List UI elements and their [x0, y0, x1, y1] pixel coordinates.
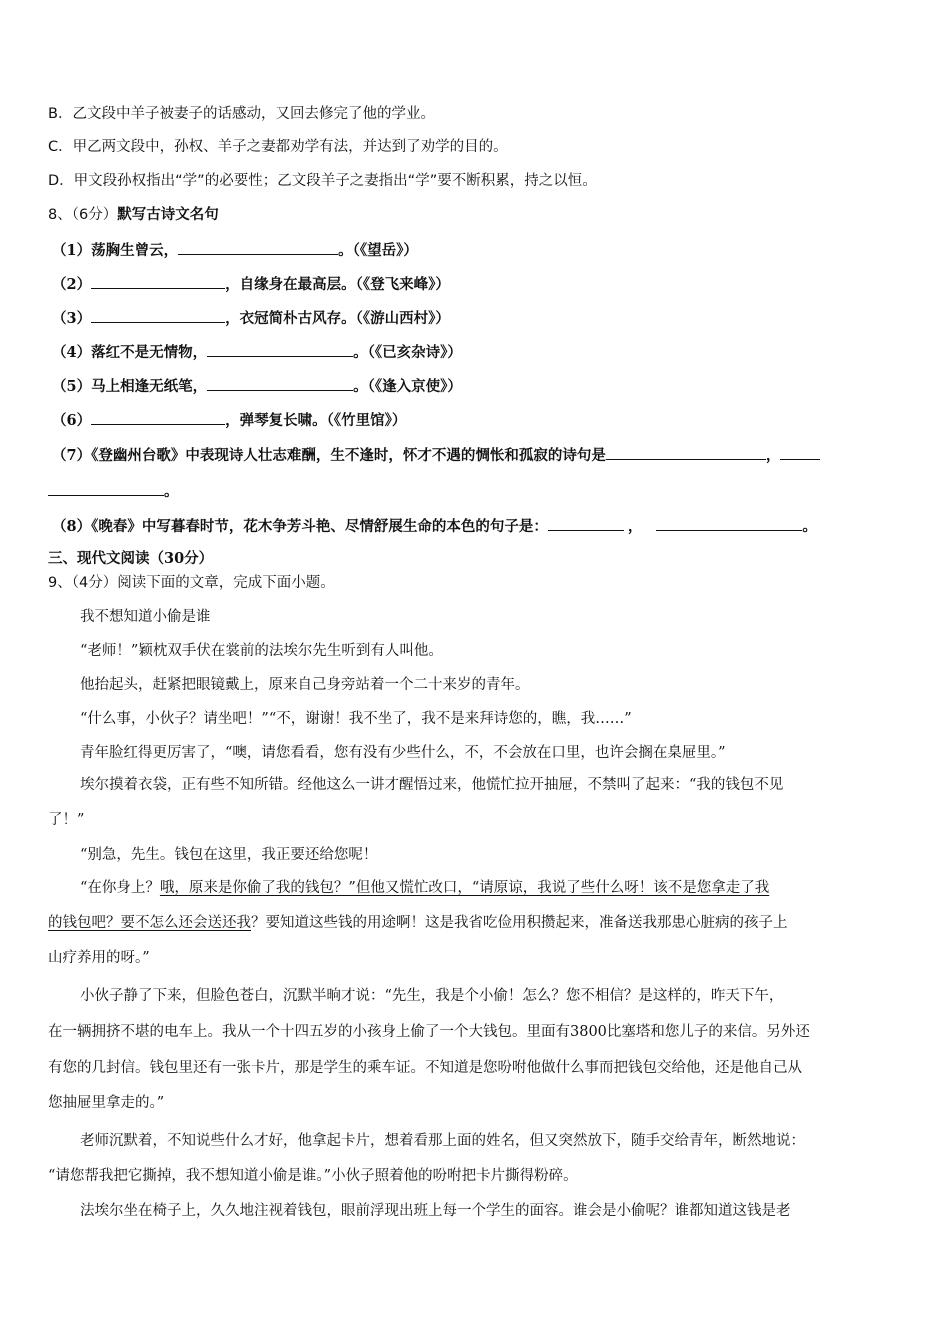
- story-title: 我不想知道小偷是谁: [80, 609, 211, 625]
- story-paragraph-cont: 了！”: [48, 812, 85, 828]
- story-text: ？要知道这些钱的用途啊！这是我省吃俭用积攒起来，准备送我那患心脏病的孩子上: [251, 915, 788, 931]
- story-paragraph: 法埃尔坐在椅子上，久久地注视着钱包，眼前浮现出班上每一个学生的面容。谁会是小偷呢？谁都知道这钱是老: [80, 1203, 791, 1219]
- q8-item-5: [52, 375, 462, 397]
- option-c: C．甲乙两文段中，孙权、羊子之妻都劝学有法，并达到了劝学的目的。: [48, 139, 508, 155]
- answer-blank[interactable]: [780, 444, 820, 460]
- q8-header: [48, 205, 219, 225]
- q8-item-8: [52, 515, 817, 537]
- story-paragraph-cont: 您抽屉里拿走的。”: [48, 1095, 165, 1111]
- q8-item-3: [52, 307, 450, 329]
- q8-item-num: （6）: [52, 412, 92, 429]
- q8-item-pre: 马上相逢无纸笔，: [91, 378, 208, 395]
- q8-item-2: [52, 273, 450, 295]
- option-b: B．乙文段中羊子被妻子的话感动，又回去修完了他的学业。: [48, 106, 435, 122]
- story-paragraph-underlined: [80, 878, 769, 898]
- story-paragraph: “别急，先生。钱包在这里，我正要还给您呢！: [80, 847, 378, 863]
- q8-item8-end: 。: [802, 518, 817, 535]
- q8-item-pre: 落红不是无情物，: [91, 344, 208, 361]
- q8-item-num: （2）: [52, 276, 92, 293]
- q8-item-post: 。（《望岳》）: [338, 242, 418, 259]
- story-paragraph: 他抬起头，赶紧把眼镜戴上，原来自己身旁站着一个二十来岁的青年。: [80, 677, 530, 693]
- answer-blank[interactable]: [91, 307, 225, 323]
- story-text: “在你身上？: [80, 880, 160, 896]
- q8-item7-text: 《登幽州台歌》中表现诗人壮志难酬，生不逢时，怀才不遇的惆怅和孤寂的诗句是: [91, 447, 606, 464]
- story-paragraph: “什么事，小伙子？请坐吧！”“不，谢谢！我不坐了，我不是来拜诗您的，瞧，我……”: [80, 711, 632, 727]
- answer-blank[interactable]: [91, 273, 225, 289]
- q8-item-num: （3）: [52, 310, 92, 327]
- q8-title: 默写古诗文名句: [117, 206, 219, 223]
- q8-item-num: （8）: [52, 518, 92, 535]
- story-paragraph: 青年脸红得更厉害了，“噢，请您看看，您有没有少些什么，不，不会放在口里，也许会搁在臬屉里。”: [80, 745, 726, 761]
- story-paragraph: 老师沉默着，不知说些什么才好，他拿起卡片，想着看那上面的姓名，但又突然放下，随手交给青年，断然地说：: [80, 1133, 805, 1149]
- answer-blank[interactable]: [178, 239, 338, 255]
- story-paragraph-cont: [48, 913, 788, 933]
- story-paragraph-cont: 有您的几封信。钱包里还有一张卡片，那是学生的乘车证。不知道是您吩咐他做什么事而把钱包交给他，还是他自己从: [48, 1060, 802, 1076]
- q9-header: 9、（4分）阅读下面的文章，完成下面小题。: [48, 575, 335, 591]
- story-paragraph: 小伙子静了下来，但脸色苍白，沉默半晌才说：“先生，我是个小偷！怎么？您不相信？是这样的，昨天下午，: [80, 988, 784, 1004]
- answer-blank[interactable]: [606, 444, 766, 460]
- q8-item8-text: 《晚春》中写暮春时节，花木争芳斗艳、尽情舒展生命的本色的句子是：: [91, 518, 548, 535]
- q8-item-num: （5）: [52, 378, 92, 395]
- q8-item-post: 。（《已亥杂诗》）: [353, 344, 462, 361]
- section-3-title: 三、现代文阅读（30分）: [48, 550, 214, 567]
- q8-item-num: （1）: [52, 242, 92, 259]
- q8-item-4: [52, 341, 462, 363]
- underlined-text: 的钱包吧？要不怎么还会送还我: [48, 915, 251, 931]
- q8-item-post: ，衣冠简朴古风存。（《游山西村》）: [225, 310, 450, 327]
- answer-blank[interactable]: [548, 515, 624, 531]
- q8-item-7: [52, 444, 820, 466]
- answer-blank[interactable]: [207, 341, 353, 357]
- q8-item-post: ，弹琴复长啸。（《竹里馆》）: [225, 412, 407, 429]
- q8-number: 8、（6分）: [48, 207, 118, 223]
- story-paragraph-cont: 在一辆拥挤不堪的电车上。我从一个十四五岁的小孩身上偷了一个大钱包。里面有3800比塞塔和您儿子的来信。另外还: [48, 1024, 810, 1040]
- q8-item-post: ，自缘身在最高层。（《登飞来峰》）: [225, 276, 450, 293]
- q8-item-num: （4）: [52, 344, 92, 361]
- story-paragraph: 埃尔摸着衣袋，正有些不知所错。经他这么一讲才醒悟过来，他慌忙拉开抽屉，不禁叫了起来：“我的钱包不见: [80, 777, 784, 793]
- option-d: D．甲文段孙权指出“学”的必要性；乙文段羊子之妻指出“学”要不断积累，持之以恒。: [48, 173, 597, 189]
- q8-item-post: 。（《逢入京使》）: [353, 378, 462, 395]
- story-paragraph: “老师！”颖枕双手伏在裳前的法埃尔先生听到有人叫他。: [80, 643, 443, 659]
- answer-blank[interactable]: [91, 409, 225, 425]
- answer-blank[interactable]: [656, 515, 802, 531]
- q8-item-1: [52, 239, 418, 261]
- q8-item7-comma: ，: [765, 447, 781, 464]
- q8-item-num: （7）: [52, 447, 92, 464]
- story-paragraph-cont: “请您帮我把它撕掉，我不想知道小偷是谁。”小伙子照着他的吩咐把卡片撕得粉碎。: [48, 1168, 578, 1184]
- q8-item8-comma: ，: [627, 518, 643, 535]
- answer-blank[interactable]: [48, 480, 164, 496]
- underlined-text: 哦，原来是你偷了我的钱包？”但他又慌忙改口，“请原谅，我说了些什么呀！该不是您拿走了我: [159, 880, 770, 896]
- story-paragraph-cont: 山疗养用的呀。”: [48, 950, 150, 966]
- q8-item-6: [52, 409, 406, 431]
- answer-blank[interactable]: [207, 375, 353, 391]
- q8-item7-end: 。: [164, 483, 179, 500]
- q8-item-7-cont: [48, 480, 179, 502]
- q8-item-pre: 荡胸生曾云，: [91, 242, 179, 259]
